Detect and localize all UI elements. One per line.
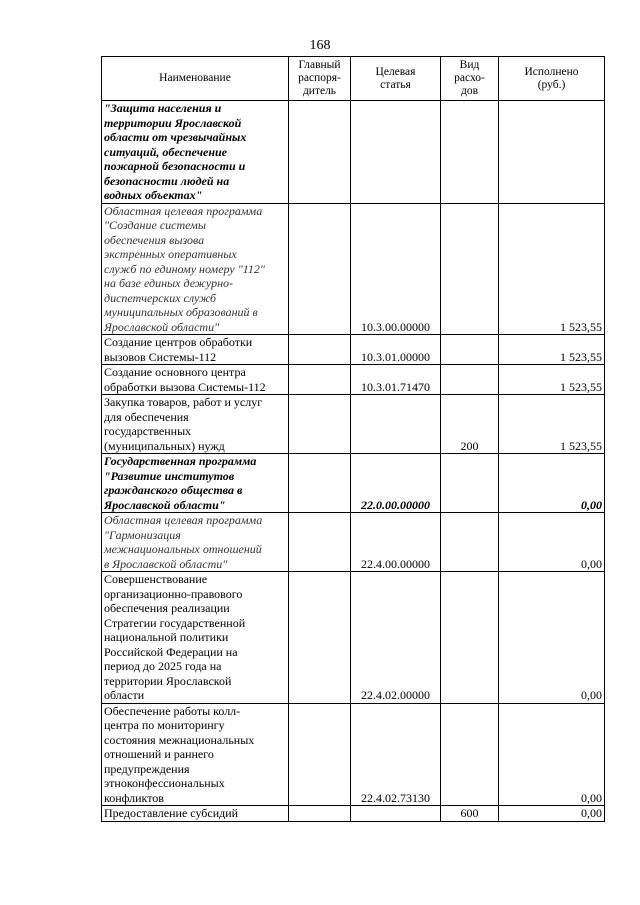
glavny-cell: [289, 335, 351, 365]
glavny-cell: [289, 101, 351, 204]
vid-cell: [441, 335, 499, 365]
name-cell: Создание основного центра обработки вызова Системы-112: [102, 365, 289, 395]
tselevaya-cell: 10.3.01.71470: [351, 365, 441, 395]
glavny-cell: [289, 365, 351, 395]
name-cell: Предоставление субсидий: [102, 806, 289, 822]
table-body: [102, 101, 605, 822]
table-row: [102, 806, 605, 822]
tselevaya-cell: [351, 101, 441, 204]
amount-cell: [499, 101, 605, 204]
vid-cell: [441, 703, 499, 806]
glavny-cell: [289, 513, 351, 572]
amount-cell: 1 523,55: [499, 365, 605, 395]
amount-cell: 0,00: [499, 703, 605, 806]
header-ispolneno: [499, 57, 605, 101]
table-header-row: [102, 57, 605, 101]
header-name: [102, 57, 289, 101]
table-row: [102, 513, 605, 572]
vid-cell: [441, 454, 499, 513]
vid-cell: 200: [441, 395, 499, 454]
table-row: [102, 335, 605, 365]
glavny-cell: [289, 395, 351, 454]
amount-cell: 0,00: [499, 806, 605, 822]
tselevaya-cell: 22.0.00.00000: [351, 454, 441, 513]
glavny-cell: [289, 203, 351, 335]
tselevaya-cell: 10.3.00.00000: [351, 203, 441, 335]
name-cell: Совершенствование организационно-правового обеспечения реализации Стратегии государственной национальной политики Российской Федерации на период до 2025 года на территории Ярославской области: [102, 572, 289, 704]
name-cell: Обеспечение работы колл- центра по мониторингу состояния межнациональных отношений и раннего предупреждения этноконфессиональных конфликтов: [102, 703, 289, 806]
amount-cell: 0,00: [499, 454, 605, 513]
header-tselevaya-text: Целевая статья: [375, 65, 416, 91]
vid-cell: [441, 203, 499, 335]
amount-cell: 1 523,55: [499, 395, 605, 454]
name-cell: Государственная программа "Развитие институтов гражданского общества в Ярославской области": [102, 454, 289, 513]
name-cell: Областная целевая программа "Гармонизация межнациональных отношений в Ярославской области": [102, 513, 289, 572]
name-cell: Создание центров обработки вызовов Системы-112: [102, 335, 289, 365]
header-tselevaya: [351, 57, 441, 101]
table-row: [102, 572, 605, 704]
vid-cell: 600: [441, 806, 499, 822]
tselevaya-cell: 22.4.02.00000: [351, 572, 441, 704]
tselevaya-cell: 22.4.00.00000: [351, 513, 441, 572]
header-glavny: [289, 57, 351, 101]
table-row: [102, 101, 605, 204]
glavny-cell: [289, 703, 351, 806]
table-row: [102, 365, 605, 395]
name-cell: Областная целевая программа "Создание системы обеспечения вызова экстренных оперативных служб по единому номеру "112" на базе единых дежурно- диспетчерских служб муниципальных образований в Ярославской области": [102, 203, 289, 335]
glavny-cell: [289, 572, 351, 704]
vid-cell: [441, 365, 499, 395]
table-row: [102, 203, 605, 335]
table-row: [102, 454, 605, 513]
header-name-text: Наименование: [159, 72, 231, 84]
tselevaya-cell: 22.4.02.73130: [351, 703, 441, 806]
header-ispolneno-text: Исполнено (руб.): [524, 65, 579, 91]
table-row: [102, 703, 605, 806]
tselevaya-cell: 10.3.01.00000: [351, 335, 441, 365]
vid-cell: [441, 513, 499, 572]
page-number: 168: [309, 38, 331, 53]
amount-cell: 0,00: [499, 513, 605, 572]
amount-cell: 1 523,55: [499, 335, 605, 365]
tselevaya-cell: [351, 806, 441, 822]
glavny-cell: [289, 454, 351, 513]
amount-cell: 0,00: [499, 572, 605, 704]
tselevaya-cell: [351, 395, 441, 454]
vid-cell: [441, 572, 499, 704]
name-cell: "Защита населения и территории Ярославской области от чрезвычайных ситуаций, обеспечение пожарной безопасности и безопасности людей на водных объектах": [102, 101, 289, 204]
header-glavny-text: Главный распоря- дитель: [298, 59, 341, 97]
name-cell: Закупка товаров, работ и услуг для обеспечения государственных (муниципальных) нужд: [102, 395, 289, 454]
amount-cell: 1 523,55: [499, 203, 605, 335]
header-vid-text: Вид расхо- дов: [454, 59, 485, 97]
glavny-cell: [289, 806, 351, 822]
vid-cell: [441, 101, 499, 204]
table-row: [102, 395, 605, 454]
header-vid: [441, 57, 499, 101]
budget-table: [101, 56, 605, 822]
